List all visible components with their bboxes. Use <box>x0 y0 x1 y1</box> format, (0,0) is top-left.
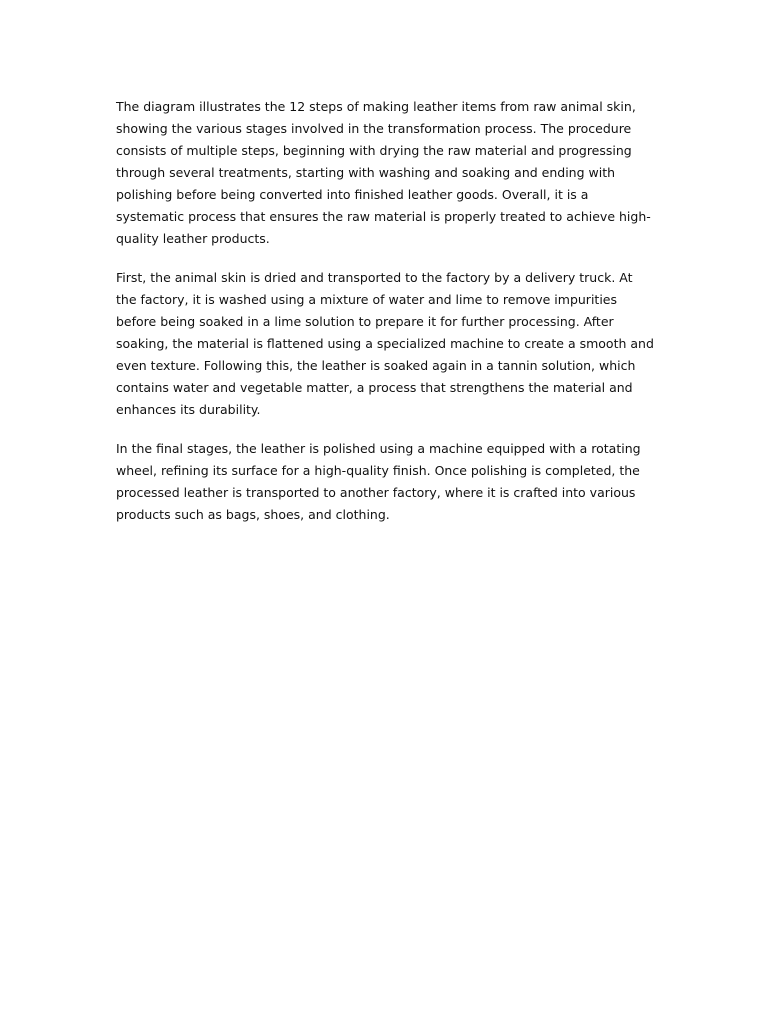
document-body <box>116 96 656 543</box>
paragraph-introduction: The diagram illustrates the 12 steps of making leather items from raw animal skin, showing the various stages involved in the transformation process. The procedure consists of multiple steps, beginning with drying the raw material and progressing through several treatments, starting with washing and soaking and ending with polishing before being converted into finished leather goods. Overall, it is a systematic process that ensures the raw material is properly treated to achieve high-quality leather products. <box>116 99 651 246</box>
paragraph-final-stages: In the final stages, the leather is polished using a machine equipped with a rotating wheel, refining its surface for a high-quality finish. Once polishing is completed, the processed leather is transported to another factory, where it is crafted into various products such as bags, shoes, and clothing. <box>116 441 641 522</box>
paragraph-early-stages: First, the animal skin is dried and transported to the factory by a delivery truck. At the factory, it is washed using a mixture of water and lime to remove impurities before being soaked in a lime solution to prepare it for further processing. After soaking, the material is flattened using a specialized machine to create a smooth and even texture. Following this, the leather is soaked again in a tannin solution, which contains water and vegetable matter, a process that strengthens the material and enhances its durability. <box>116 270 654 417</box>
